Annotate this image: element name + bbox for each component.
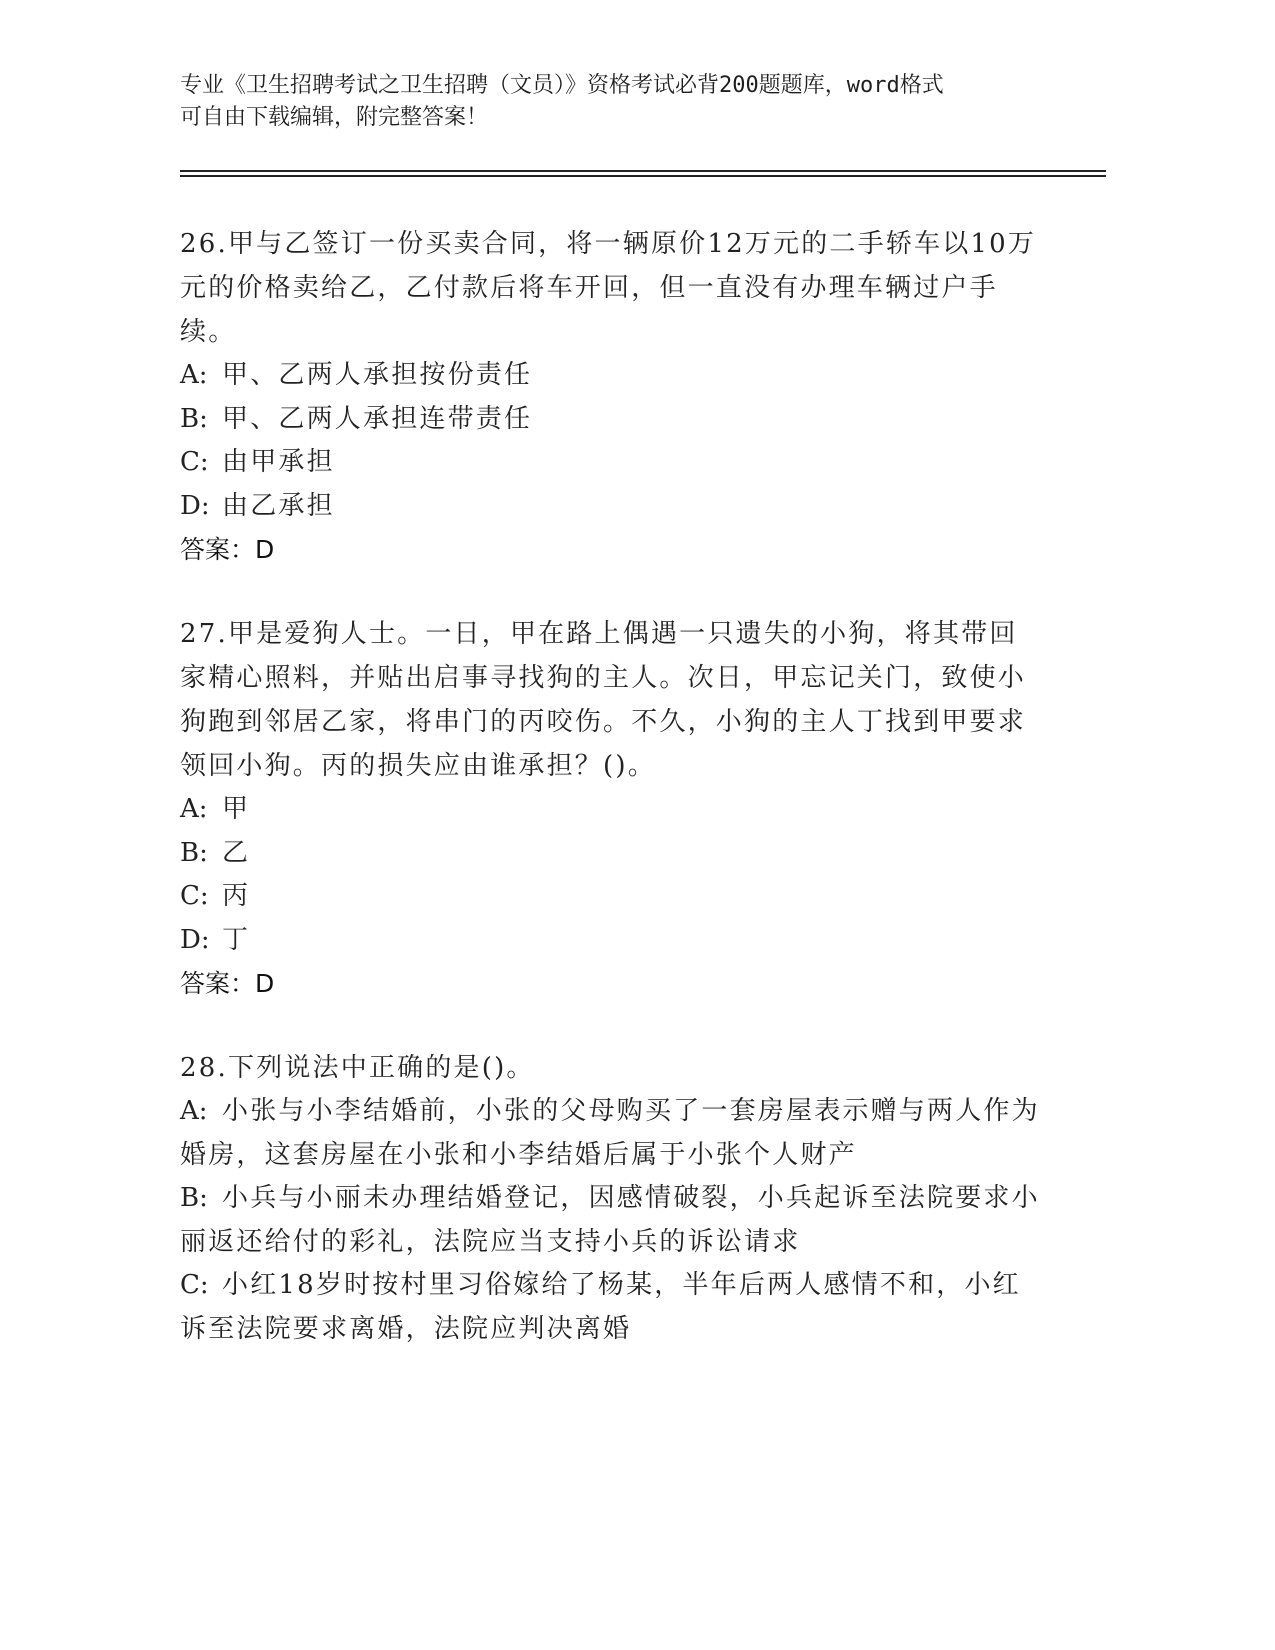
option-text: 甲 (222, 794, 251, 824)
option-text: 小红18岁时按村里习俗嫁给了杨某，半年后两人感情不和，小红诉至法院要求离婚，法院应判决离婚 (180, 1270, 1021, 1344)
question-26 (180, 222, 1040, 572)
option-text: 甲、乙两人承担连带责任 (222, 403, 533, 434)
option-text: 丁 (222, 924, 251, 955)
option-letter: B: (180, 837, 208, 868)
option-a (180, 354, 1040, 398)
header-rule-bottom (180, 175, 1106, 177)
option-letter: B: (180, 1183, 208, 1213)
question-27 (180, 612, 1040, 1006)
option-b (180, 398, 1040, 442)
header-rule-top (180, 170, 1106, 172)
option-a (180, 1090, 1040, 1177)
option-b (180, 1177, 1040, 1264)
option-letter: C: (180, 1270, 209, 1300)
option-letter: A: (180, 360, 208, 390)
option-a (180, 788, 1040, 832)
option-letter: A: (180, 1096, 208, 1126)
option-d (180, 919, 1040, 963)
option-b (180, 832, 1040, 876)
option-letter: C: (180, 881, 209, 911)
option-letter: C: (180, 447, 209, 477)
header-line-1: 专业《卫生招聘考试之卫生招聘（文员）》资格考试必背200题题库，word格式 (180, 73, 944, 98)
option-text: 乙 (222, 837, 251, 868)
option-c (180, 1264, 1040, 1351)
option-text: 小张与小李结婚前，小张的父母购买了一套房屋表示赠与两人作为婚房，这套房屋在小张和小李结婚后属于小张个人财产 (180, 1096, 1040, 1170)
header-line-2: 可自由下载编辑，附完整答案！ (180, 105, 489, 130)
question-text: 27.甲是爱狗人士。一日，甲在路上偶遇一只遗失的小狗，将其带回家精心照料，并贴出启事寻找狗的主人。次日，甲忘记关门，致使小狗跑到邻居乙家，将串门的丙咬伤。不久，小狗的主人丁找到甲要求领回小狗。丙的损失应由谁承担？()。 (180, 619, 1027, 781)
option-text: 小兵与小丽未办理结婚登记，因感情破裂，小兵起诉至法院要求小丽返还给付的彩礼，法院应当支持小兵的诉讼请求 (180, 1183, 1040, 1257)
question-list (180, 222, 1040, 1391)
option-d (180, 485, 1040, 529)
option-letter: D: (180, 490, 210, 521)
option-c (180, 441, 1040, 485)
option-letter: D: (180, 924, 210, 955)
option-letter: A: (180, 794, 208, 824)
option-text: 由乙承担 (222, 490, 335, 521)
option-text: 甲、乙两人承担按份责任 (222, 360, 533, 390)
option-text: 丙 (222, 881, 251, 911)
question-text: 26.甲与乙签订一份买卖合同，将一辆原价12万元的二手轿车以10万元的价格卖给乙，乙付款后将车开回，但一直没有办理车辆过户手续。 (180, 229, 1037, 347)
answer-line: 答案：D (180, 535, 275, 564)
option-c (180, 875, 1040, 919)
document-header (180, 70, 1060, 134)
question-text: 28.下列说法中正确的是()。 (180, 1053, 535, 1083)
question-28 (180, 1046, 1040, 1351)
option-text: 由甲承担 (222, 447, 335, 477)
answer-line: 答案：D (180, 969, 275, 998)
option-letter: B: (180, 403, 208, 434)
